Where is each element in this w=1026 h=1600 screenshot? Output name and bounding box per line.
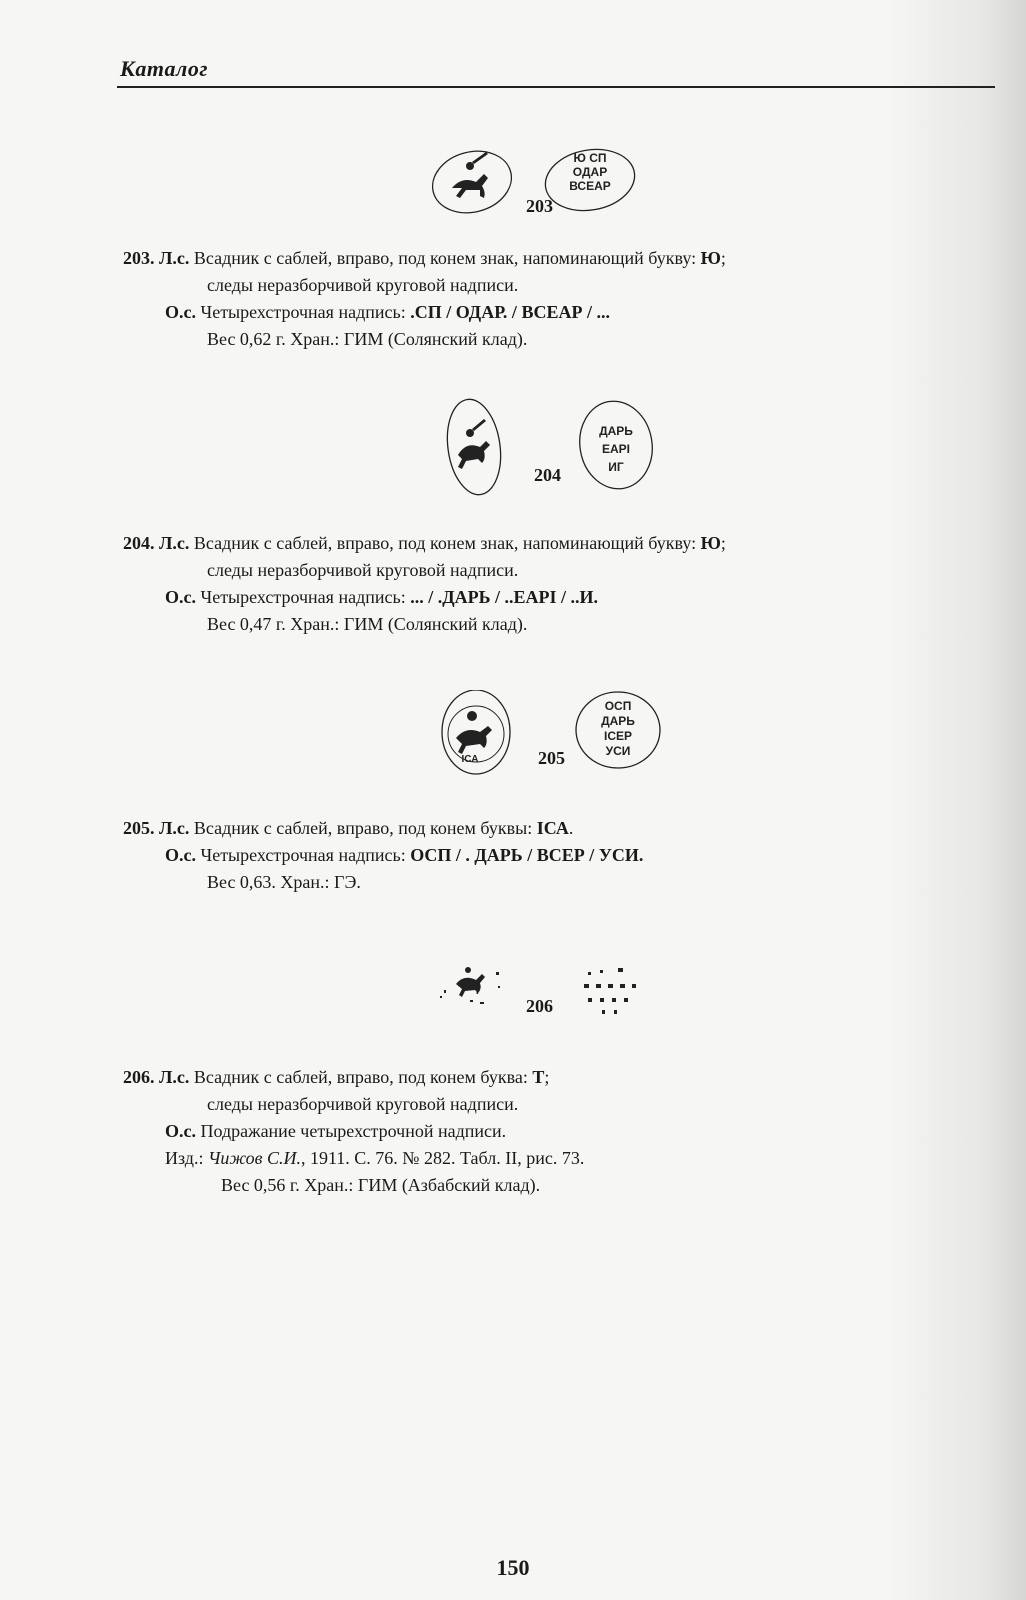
reverse-text: Четырехстрочная надпись: bbox=[200, 845, 406, 865]
coin-figure-205 bbox=[430, 690, 690, 800]
reverse-label: О.с. bbox=[165, 1121, 196, 1141]
entry-number: 203. bbox=[123, 248, 155, 268]
coin-204-drawing bbox=[430, 395, 690, 505]
running-head: Каталог bbox=[120, 56, 208, 81]
catalog-entry-205: 205. Л.с. Всадник с саблей, вправо, под конем буквы: IСА. О.с. Четырехстрочная надпись: ОСП / . ДАРЬ / ВСЕР / УСИ. Вес 0,63. Хран.: ГЭ. bbox=[123, 815, 643, 896]
entry-number: 204. bbox=[123, 533, 155, 553]
obverse-text: Всадник с саблей, вправо, под конем знак, напоминающий букву: bbox=[193, 533, 697, 553]
page-edge-shadow bbox=[886, 0, 1026, 1600]
coin-204-line-3: ИГ bbox=[608, 460, 624, 474]
coin-figure-204 bbox=[430, 395, 690, 505]
publication-label: Изд.: bbox=[165, 1148, 204, 1168]
obverse-letters: Ю bbox=[700, 248, 721, 268]
coin-203-line-1: Ю СП bbox=[573, 151, 607, 165]
obverse-continuation: следы неразборчивой круговой надписи. bbox=[207, 560, 519, 580]
coin-figure-203 bbox=[430, 140, 690, 250]
catalog-entry-204: 204. Л.с. Всадник с саблей, вправо, под конем знак, напоминающий букву: Ю; следы неразборчивой круговой надписи. О.с. Четырехстрочная надпись: ... / .ДАРЬ / ..ЕАРI / ..И. Вес 0,47 г. Хран.: ГИМ (Солянский клад). bbox=[123, 530, 726, 638]
coin-204-line-2: ЕАРI bbox=[601, 442, 631, 456]
reverse-label: О.с. bbox=[165, 302, 196, 322]
coin-205-drawing bbox=[430, 690, 690, 790]
coin-204-line-1: ДАРЬ bbox=[599, 424, 633, 438]
obverse-continuation: следы неразборчивой круговой надписи. bbox=[207, 275, 519, 295]
coin-206-drawing bbox=[430, 960, 690, 1050]
obverse-label: Л.с. bbox=[159, 1067, 190, 1087]
obverse-letters: Ю bbox=[700, 533, 721, 553]
obverse-continuation: следы неразборчивой круговой надписи. bbox=[207, 1094, 519, 1114]
obverse-label: Л.с. bbox=[159, 533, 190, 553]
figure-label-205: 205 bbox=[538, 748, 565, 768]
svg-text:T: T bbox=[474, 985, 481, 997]
reverse-label: О.с. bbox=[165, 845, 196, 865]
obverse-label: Л.с. bbox=[159, 818, 190, 838]
header-rule bbox=[117, 86, 995, 88]
reverse-inscription: ОСП / . ДАРЬ / ВСЕР / УСИ. bbox=[410, 845, 644, 865]
publication-author: Чижов С.И. bbox=[207, 1148, 301, 1168]
reverse-inscription: .СП / ОДАР. / ВСЕАР / ... bbox=[410, 302, 610, 322]
figure-label-204: 204 bbox=[534, 465, 561, 485]
reverse-inscription: ... / .ДАРЬ / ..ЕАРI / ..И. bbox=[410, 587, 598, 607]
obverse-text: Всадник с саблей, вправо, под конем буквы: bbox=[193, 818, 533, 838]
coin-203-drawing bbox=[430, 140, 690, 230]
coin-205-line-2: ДАРЬ bbox=[601, 714, 635, 728]
entry-number: 206. bbox=[123, 1067, 155, 1087]
coin-205-line-3: ICEР bbox=[603, 729, 633, 743]
obverse-letters: Т bbox=[532, 1067, 545, 1087]
coin-203-line-3: ВСЕАР bbox=[569, 179, 611, 193]
coin-205-line-1: ОСП bbox=[604, 699, 632, 713]
coin-203-line-2: ОДАР bbox=[572, 165, 608, 179]
obverse-label: Л.с. bbox=[159, 248, 190, 268]
figure-label-206: 206 bbox=[526, 996, 553, 1016]
weight-storage: Вес 0,62 г. Хран.: ГИМ (Солянский клад). bbox=[207, 329, 528, 349]
coin-205-obverse-letters: IСА bbox=[461, 754, 479, 765]
weight-storage: Вес 0,47 г. Хран.: ГИМ (Солянский клад). bbox=[207, 614, 528, 634]
publication-reference: , 1911. С. 76. № 282. Табл. II, рис. 73. bbox=[300, 1148, 585, 1168]
reverse-text: Подражание четырехстрочной надписи. bbox=[200, 1121, 507, 1141]
catalog-entry-203: 203. Л.с. Всадник с саблей, вправо, под конем знак, напоминающий букву: Ю; следы неразборчивой круговой надписи. О.с. Четырехстрочная надпись: .СП / ОДАР. / ВСЕАР / ... Вес 0,62 г. Хран.: ГИМ (Солянский клад). bbox=[123, 245, 726, 353]
obverse-text: Всадник с саблей, вправо, под конем буква: bbox=[193, 1067, 528, 1087]
coin-figure-206 bbox=[430, 960, 690, 1070]
weight-storage: Вес 0,56 г. Хран.: ГИМ (Азбабский клад). bbox=[221, 1175, 541, 1195]
reverse-label: О.с. bbox=[165, 587, 196, 607]
weight-storage: Вес 0,63. Хран.: ГЭ. bbox=[207, 872, 361, 892]
reverse-text: Четырехстрочная надпись: bbox=[200, 302, 406, 322]
coin-205-line-4: УСИ bbox=[605, 744, 631, 758]
figure-label-203: 203 bbox=[526, 196, 553, 216]
catalog-entry-206: 206. Л.с. Всадник с саблей, вправо, под конем буква: Т; следы неразборчивой круговой надписи. О.с. Подражание четырехстрочной надписи. Изд.: Чижов С.И., 1911. С. 76. № 282. Табл. II, рис. 73. Вес 0,56 г. Хран.: ГИМ (Азбабский клад). bbox=[123, 1064, 584, 1199]
obverse-text: Всадник с саблей, вправо, под конем знак, напоминающий букву: bbox=[193, 248, 697, 268]
reverse-text: Четырехстрочная надпись: bbox=[200, 587, 406, 607]
entry-number: 205. bbox=[123, 818, 155, 838]
page-number: 150 bbox=[496, 1555, 530, 1580]
obverse-letters: IСА bbox=[536, 818, 569, 838]
